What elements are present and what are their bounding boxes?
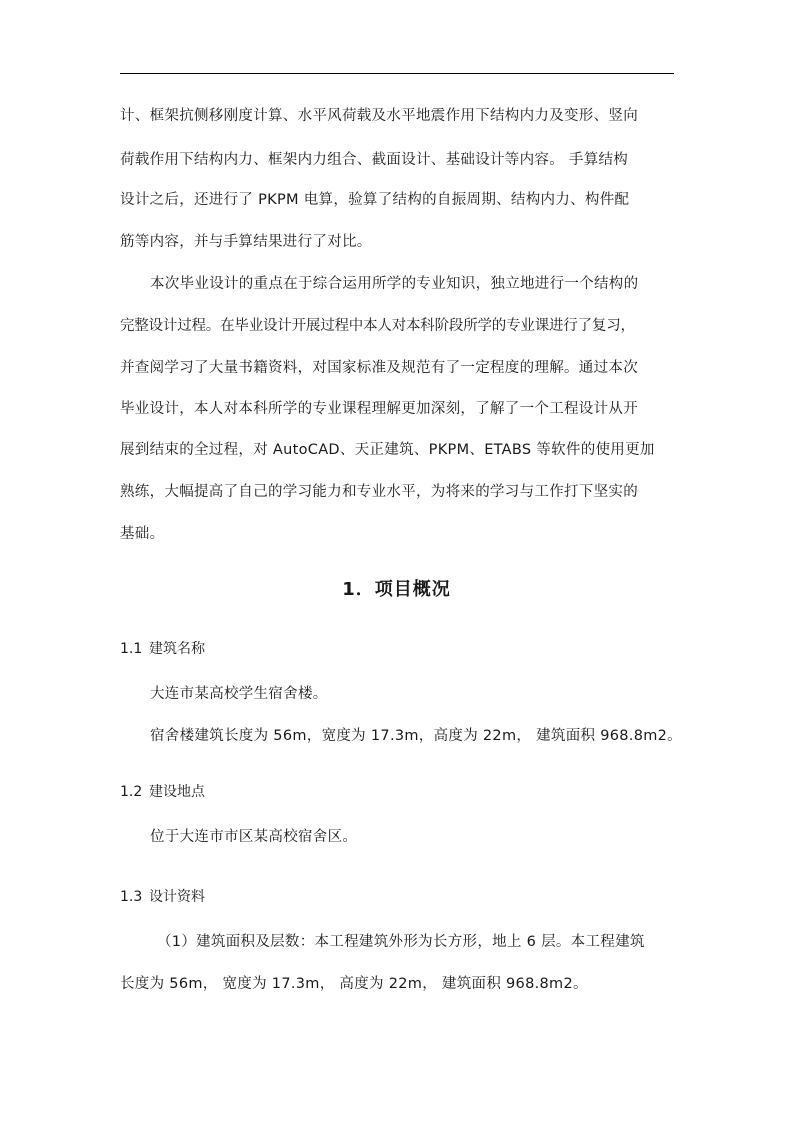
subsection-title: 设计资料 bbox=[149, 889, 205, 905]
paragraph-line: 基础。 bbox=[120, 526, 165, 542]
subsection-number: 1.3 bbox=[120, 889, 143, 905]
paragraph-line: 完整设计过程。在毕业设计开展过程中本人对本科阶段所学的专业课进行了复习， bbox=[120, 318, 635, 334]
subsection-number: 1.1 bbox=[120, 641, 143, 657]
subsection-title: 建筑名称 bbox=[149, 641, 205, 657]
paragraph-line: 计、框架抗侧移刚度计算、水平风荷载及水平地震作用下结构内力及变形、竖向 bbox=[120, 108, 638, 124]
subsection-title: 建设地点 bbox=[149, 784, 205, 800]
body-line: 位于大连市市区某高校宿舍区。 bbox=[150, 829, 358, 845]
header-rule bbox=[120, 73, 674, 74]
section-heading: 1．项目概况 bbox=[342, 579, 451, 600]
body-line: 大连市某高校学生宿舍楼。 bbox=[150, 686, 328, 702]
body-line: 长度为 56m， 宽度为 17.3m， 高度为 22m， 建筑面积 968.8m2。 bbox=[120, 976, 588, 992]
paragraph-line: 荷载作用下结构内力、框架内力组合、截面设计、基础设计等内容。 手算结构 bbox=[120, 152, 629, 168]
subsection-number: 1.2 bbox=[120, 784, 143, 800]
paragraph-line: 筋等内容，并与手算结果进行了对比。 bbox=[120, 234, 372, 250]
subsection-heading bbox=[120, 782, 205, 802]
paragraph-line: 设计之后，还进行了 PKPM 电算，验算了结构的自振周期、结构内力、构件配 bbox=[120, 192, 630, 208]
paragraph-line: 本次毕业设计的重点在于综合运用所学的专业知识，独立地进行一个结构的 bbox=[150, 276, 639, 292]
body-line: 宿舍楼建筑长度为 56m，宽度为 17.3m，高度为 22m， 建筑面积 968.8m2。 bbox=[150, 728, 682, 744]
paragraph-line: 并查阅学习了大量书籍资料，对国家标准及规范有了一定程度的理解。通过本次 bbox=[120, 360, 638, 376]
paragraph-line: 熟练，大幅提高了自己的学习能力和专业水平，为将来的学习与工作打下坚实的 bbox=[120, 484, 638, 500]
subsection-heading bbox=[120, 639, 205, 659]
paragraph-line: 毕业设计，本人对本科所学的专业课程理解更加深刻，了解了一个工程设计从开 bbox=[120, 401, 638, 417]
body-line: （1）建筑面积及层数：本工程建筑外形为长方形，地上 6 层。本工程建筑 bbox=[157, 934, 645, 950]
paragraph-line: 展到结束的全过程，对 AutoCAD、天正建筑、PKPM、ETABS 等软件的使用更加 bbox=[120, 442, 655, 458]
subsection-heading bbox=[120, 887, 205, 907]
